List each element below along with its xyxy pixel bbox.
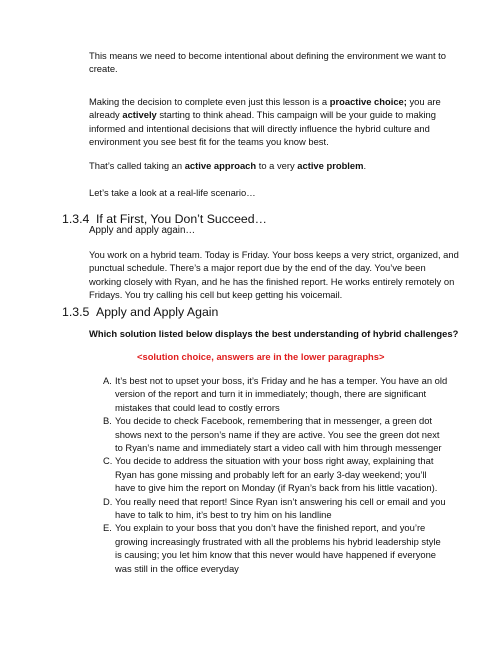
bold-proactive-choice: proactive choice; xyxy=(329,96,407,107)
option-e xyxy=(89,521,449,575)
section-number: 1.3.5 xyxy=(62,305,90,319)
section-134-subtitle: Apply and apply again… xyxy=(89,225,196,236)
option-letter: D. xyxy=(103,495,113,507)
option-text: It’s best not to upset your boss, it’s Friday and he has a temper. You have an old version of the report and turn it in immediately; though, there are significant mistakes that could lead to costly errors xyxy=(115,375,448,413)
option-d xyxy=(89,495,449,522)
option-text: You explain to your boss that you don’t have the finished report, and you’re growing increasingly frustrated with all the problems his hybrid leadership style is causing; you let him know that this never would have happened if everyone was still in the office everyday xyxy=(115,522,441,574)
text-run: That’s called taking an xyxy=(89,160,185,171)
option-a xyxy=(89,374,449,414)
bold-actively: actively xyxy=(122,109,157,121)
solution-note: <solution choice, answers are in the lower paragraphs> xyxy=(137,351,385,362)
option-letter: A. xyxy=(103,375,112,386)
intro-paragraph-2 xyxy=(89,95,459,148)
text-run: . xyxy=(363,160,367,171)
question-text: Which solution listed below displays the best understanding of hybrid challenges? xyxy=(89,328,459,339)
option-letter: E. xyxy=(103,522,112,534)
option-letter: C. xyxy=(103,455,113,467)
text-run: Making the decision to complete even just this lesson is a xyxy=(89,96,330,107)
option-letter: B. xyxy=(103,415,112,427)
option-text: You decide to address the situation with your boss right away, explaining that Ryan has gone missing and probably left for an early 3-day weekend; you’ll have to give him the report on Monday (if Ryan’s back from his little vacation). xyxy=(115,455,438,494)
intro-paragraph-4: Let’s take a look at a real-life scenario… xyxy=(89,187,256,198)
section-134-heading xyxy=(62,212,267,226)
answer-options-list xyxy=(89,374,449,575)
option-text: You decide to check Facebook, remembering that in messenger, a green dot shows next to the person’s name if they are active. You see the green dot next to Ryan’s name and immediately start a video call with him through messenger xyxy=(115,415,442,454)
text-run: to a very xyxy=(256,160,298,171)
section-number: 1.3.4 xyxy=(62,212,90,226)
section-title: Apply and Apply Again xyxy=(96,305,219,319)
text-run: starting to think ahead. This campaign will be your guide to making informed and intentional decisions that will directly influence the hybrid culture and environment you see best fit for the teams you know best. xyxy=(89,109,436,147)
option-b xyxy=(89,414,449,454)
section-title: If at First, You Don’t Succeed… xyxy=(96,212,267,226)
option-text: You really need that report! Since Ryan isn’t answering his cell or email and you have to talk to him, it’s best to try him on his landline xyxy=(115,495,446,521)
text-run: you are already xyxy=(89,96,441,121)
intro-paragraph-1: This means we need to become intentional about defining the environment we want to create. xyxy=(89,50,446,75)
bold-active-approach: active approach xyxy=(184,160,257,171)
section-134-body: You work on a hybrid team. Today is Friday. Your boss keeps a very strict, organized, and punctual schedule. There’s a major report due by the end of the day. You’ve been working closely with Ryan, and he has the finished report. He works entirely remotely on Fridays. You try calling his cell but keep getting his voicemail. xyxy=(89,249,459,300)
bold-active-problem: active problem xyxy=(297,160,364,171)
section-135-heading xyxy=(62,305,218,319)
option-c xyxy=(89,454,449,494)
intro-paragraph-3 xyxy=(89,159,459,172)
